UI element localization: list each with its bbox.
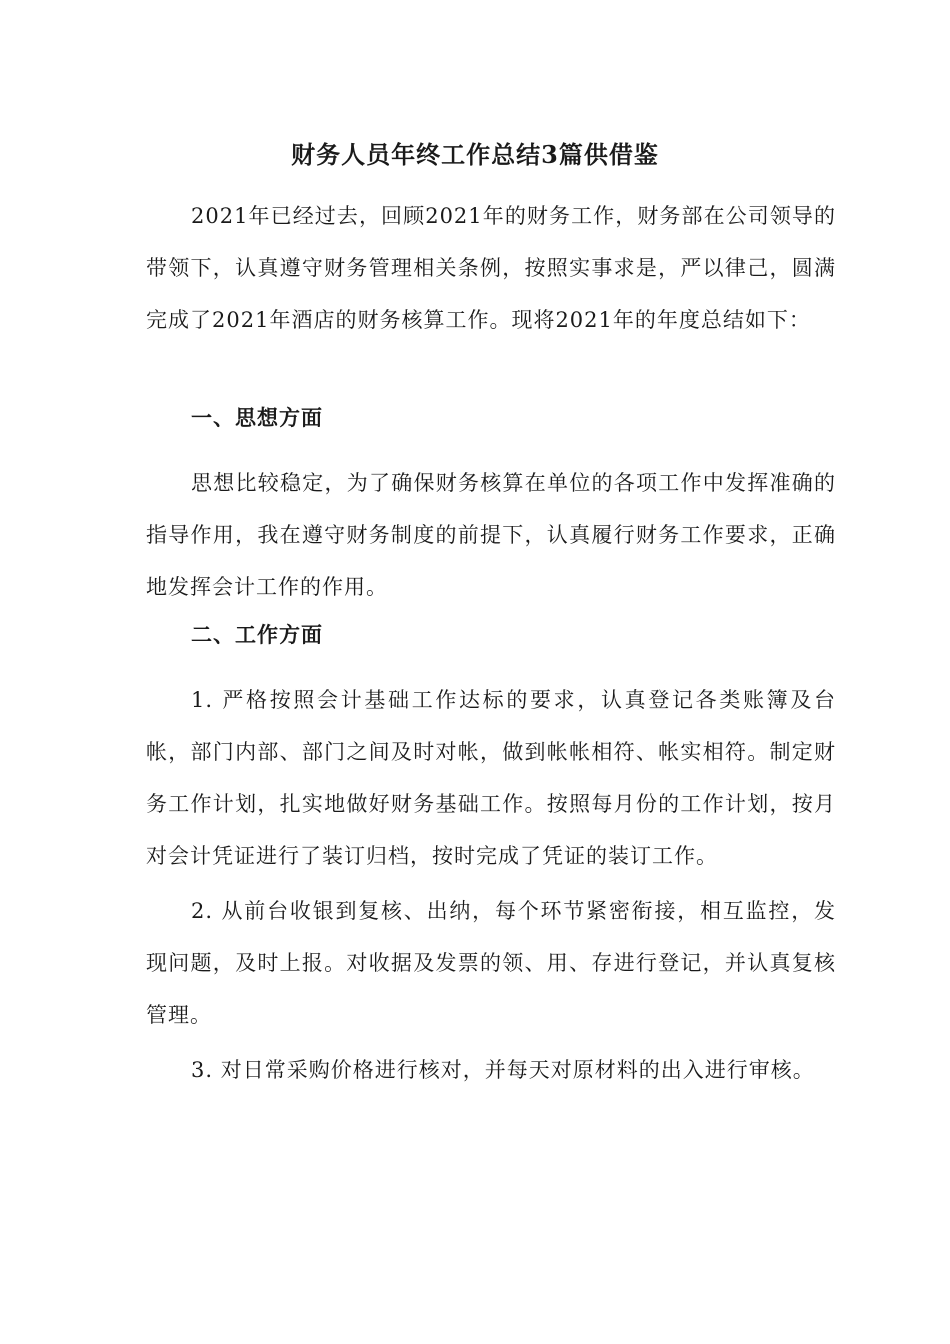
intro-paragraph: 2021年已经过去，回顾2021年的财务工作，财务部在公司领导的带领下，认真遵守财务管理相关条例，按照实事求是，严以律己，圆满完成了2021年酒店的财务核算工作。现将2021年的年度总结如下： xyxy=(146,204,836,332)
work-item-2: 2. 从前台收银到复核、出纳，每个环节紧密衔接，相互监控，发现问题，及时上报。对收据及发票的领、用、存进行登记，并认真复核管理。 xyxy=(146,899,836,1027)
work-item-3: 3. 对日常采购价格进行核对，并每天对原材料的出入进行审核。 xyxy=(191,1058,815,1082)
document-title: 财务人员年终工作总结3篇供借鉴 xyxy=(291,140,659,169)
section-thought-paragraph: 思想比较稳定，为了确保财务核算在单位的各项工作中发挥准确的指导作用，我在遵守财务制度的前提下，认真履行财务工作要求，正确地发挥会计工作的作用。 xyxy=(146,471,836,599)
section-heading-thought: 一、思想方面 xyxy=(191,405,323,430)
work-item-1: 1. 严格按照会计基础工作达标的要求，认真登记各类账簿及台帐，部门内部、部门之间及时对帐，做到帐帐相符、帐实相符。制定财务工作计划，扎实地做好财务基础工作。按照每月份的工作计划，按月对会计凭证进行了装订归档，按时完成了凭证的装订工作。 xyxy=(146,688,836,868)
section-heading-work: 二、工作方面 xyxy=(191,622,323,647)
